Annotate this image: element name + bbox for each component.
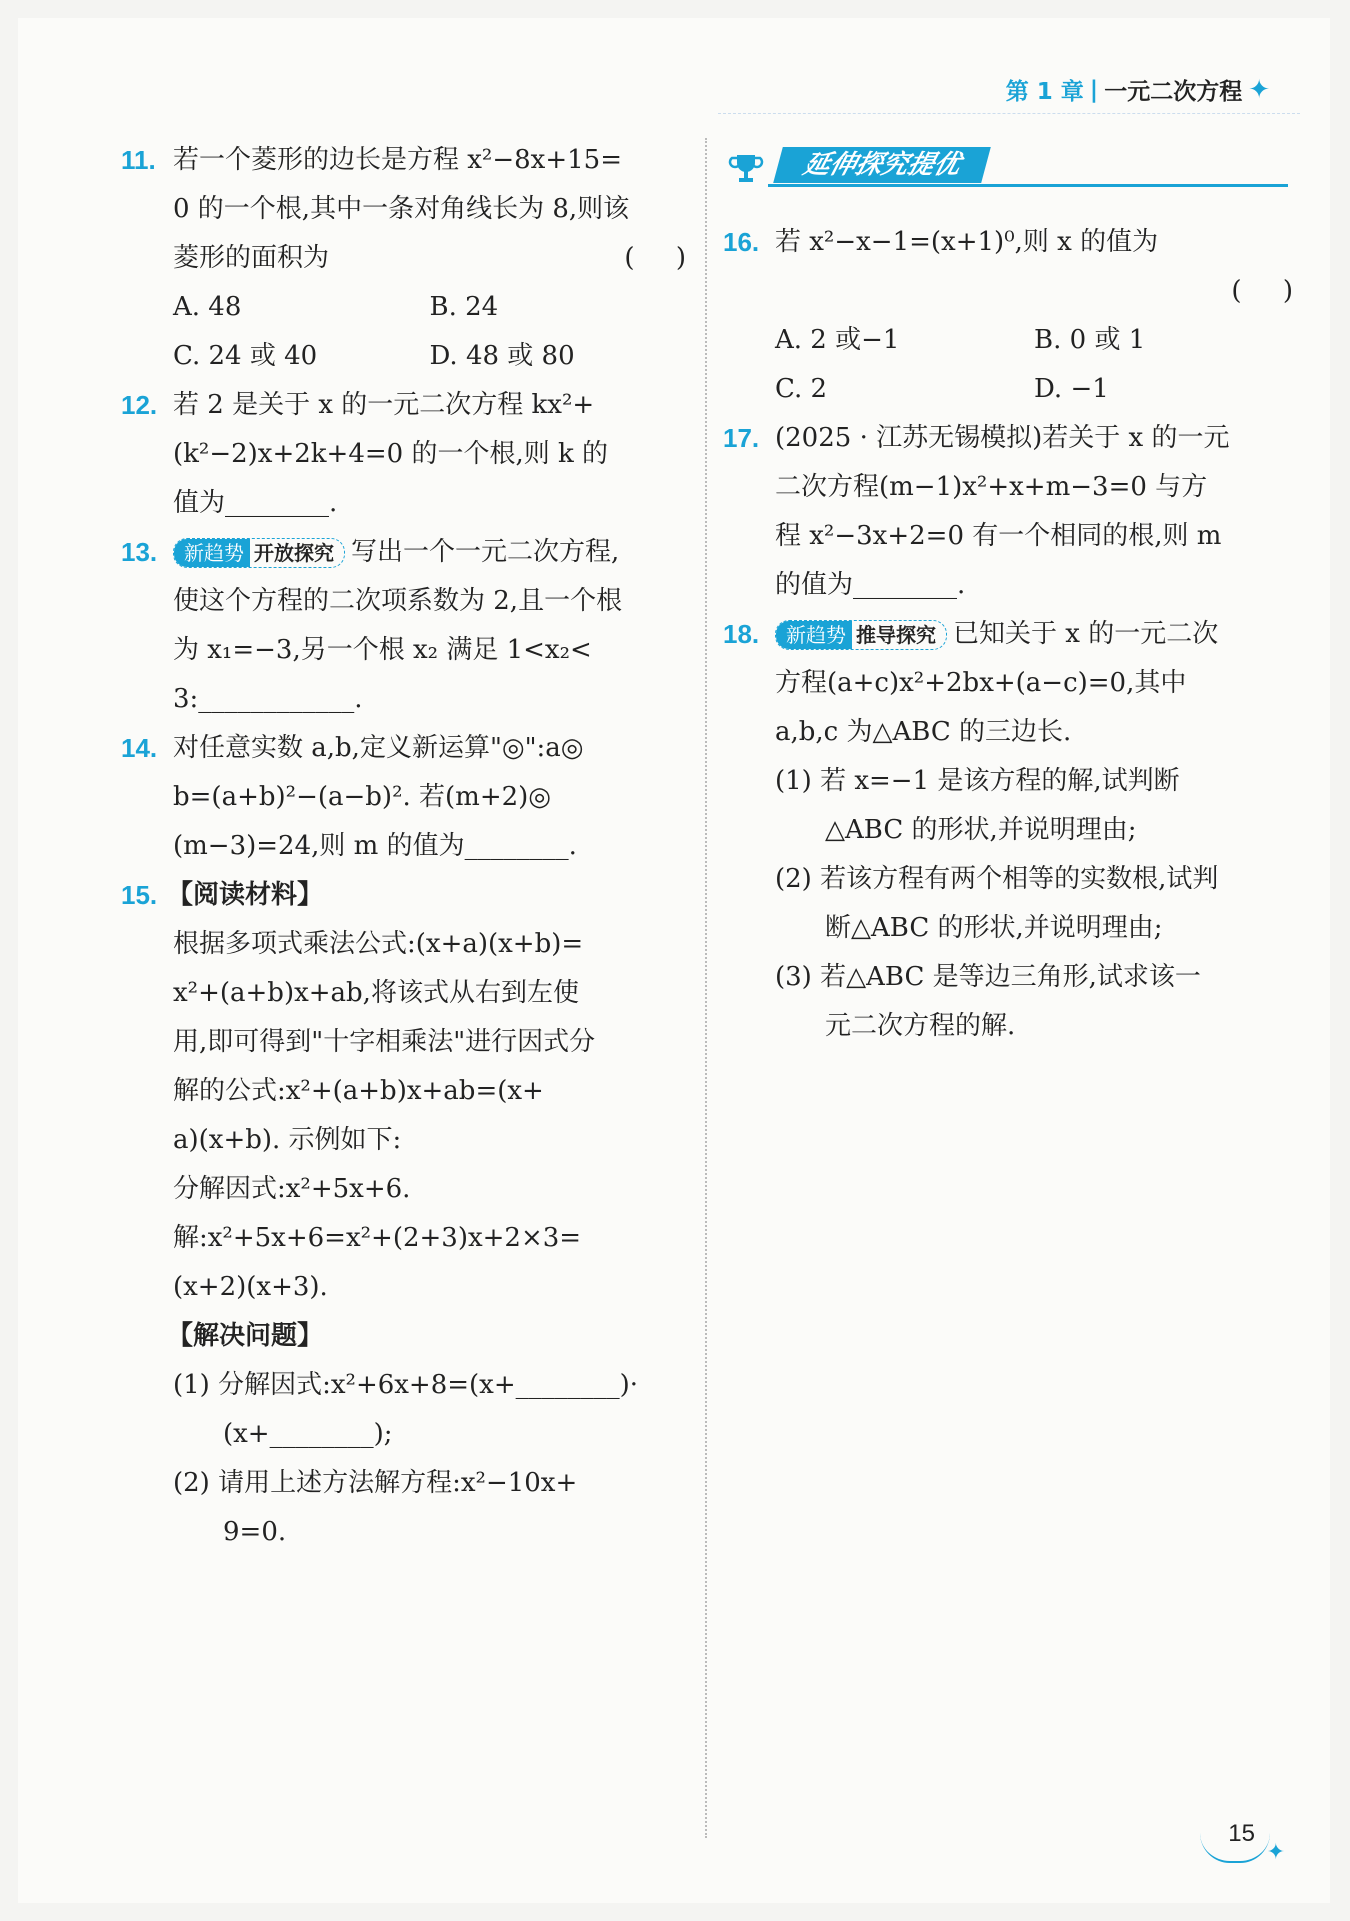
question-14 xyxy=(121,724,686,871)
question-text: 为 x₁=−3,另一个根 x₂ 满足 1<x₂< xyxy=(173,635,592,665)
question-number: 18. xyxy=(723,619,760,649)
option-b: B. 24 xyxy=(429,292,499,322)
question-number: 16. xyxy=(723,227,760,257)
question-12 xyxy=(121,381,686,528)
question-number: 14. xyxy=(121,733,158,763)
part-line: (1) 若 x=−1 是该方程的解,试判断 xyxy=(775,766,1180,796)
option-b: B. 0 或 1 xyxy=(1034,325,1146,355)
question-text: 二次方程(m−1)x²+x+m−3=0 与方 xyxy=(775,472,1208,502)
part-3 xyxy=(775,953,1293,1051)
question-number: 12. xyxy=(121,390,158,420)
section-rule xyxy=(768,184,1288,187)
badge-type: 推导探究 xyxy=(856,623,936,647)
question-number: 17. xyxy=(723,423,760,453)
option-d: D. 48 或 80 xyxy=(429,341,575,371)
question-number: 15. xyxy=(121,880,158,910)
part-line: 断△ABC 的形状,并说明理由; xyxy=(825,913,1163,943)
part-line: (1) 分解因式:x²+6x+8=(x+________)· xyxy=(173,1370,639,1400)
section-heading: 【阅读材料】 xyxy=(167,880,324,910)
part-line: (2) 若该方程有两个相等的实数根,试判 xyxy=(775,864,1219,894)
material-line: a)(x+b). 示例如下: xyxy=(173,1125,402,1155)
part-2 xyxy=(173,1459,686,1557)
question-text: 3:____________. xyxy=(173,684,363,714)
part-line: △ABC 的形状,并说明理由; xyxy=(825,815,1137,845)
reading-material xyxy=(121,920,686,1557)
part-line: (x+________); xyxy=(223,1419,393,1449)
material-line: (x+2)(x+3). xyxy=(173,1272,328,1302)
question-text: 0 的一个根,其中一条对角线长为 8,则该 xyxy=(173,194,630,224)
question-text: (m−3)=24,则 m 的值为________. xyxy=(173,831,577,861)
trend-badge xyxy=(173,538,345,568)
badge-type: 开放探究 xyxy=(254,541,334,565)
question-text: 值为________. xyxy=(173,488,338,518)
question-text: 若 2 是关于 x 的一元二次方程 kx²+ xyxy=(173,390,595,420)
options-11 xyxy=(121,283,686,381)
answer-paren: ( ) xyxy=(1231,276,1293,306)
question-18 xyxy=(723,610,1293,757)
question-17 xyxy=(723,414,1293,610)
question-text: (k²−2)x+2k+4=0 的一个根,则 k 的 xyxy=(173,439,609,469)
sparkle-icon: ✦ xyxy=(1266,1840,1285,1865)
option-c: C. 2 xyxy=(775,374,828,404)
question-text: (2025 · 江苏无锡模拟)若关于 x 的一元 xyxy=(775,423,1230,453)
question-11 xyxy=(121,136,686,283)
badge-new-trend: 新趋势 xyxy=(776,621,852,649)
header-separator: | xyxy=(1089,76,1099,103)
option-d: D. −1 xyxy=(1034,374,1109,404)
material-line: 分解因式:x²+5x+6. xyxy=(173,1174,411,1204)
question-text: 写出一个一元二次方程, xyxy=(351,537,620,567)
question-text: 方程(a+c)x²+2bx+(a−c)=0,其中 xyxy=(775,668,1187,698)
section-banner xyxy=(728,143,1288,193)
option-c: C. 24 或 40 xyxy=(173,341,318,371)
material-line: 根据多项式乘法公式:(x+a)(x+b)= xyxy=(173,929,584,959)
material-line: 解:x²+5x+6=x²+(2+3)x+2×3= xyxy=(173,1223,582,1253)
question-text: a,b,c 为△ABC 的三边长. xyxy=(775,717,1072,747)
question-text: b=(a+b)²−(a−b)². 若(m+2)◎ xyxy=(173,782,551,812)
question-text: 若 x²−x−1=(x+1)⁰,则 x 的值为 xyxy=(775,227,1159,257)
right-column xyxy=(723,218,1293,1051)
sparkle-icon: ✦ xyxy=(1248,74,1270,105)
part-1 xyxy=(173,1361,686,1459)
section-heading: 【解决问题】 xyxy=(167,1321,324,1351)
question-number: 11. xyxy=(121,145,156,175)
part-2 xyxy=(775,855,1293,953)
question-text: 的值为________. xyxy=(775,570,966,600)
part-line: (2) 请用上述方法解方程:x²−10x+ xyxy=(173,1468,578,1498)
options-16 xyxy=(723,316,1293,414)
material-line: 用,即可得到"十字相乘法"进行因式分 xyxy=(173,1027,596,1057)
chapter-label: 第 1 章 xyxy=(1005,79,1084,105)
question-text: 对任意实数 a,b,定义新运算"◎":a◎ xyxy=(173,733,584,763)
trophy-icon xyxy=(728,151,764,187)
question-text: 若一个菱形的边长是方程 x²−8x+15= xyxy=(173,145,622,175)
page xyxy=(18,18,1330,1903)
answer-paren: ( ) xyxy=(624,243,686,273)
section-title: 延伸探究提优 xyxy=(773,147,991,183)
option-a: A. 48 xyxy=(173,292,242,322)
page-number: 15 xyxy=(1228,1820,1255,1847)
material-line: x²+(a+b)x+ab,将该式从右到左使 xyxy=(173,978,579,1008)
column-divider xyxy=(705,138,707,1838)
trend-badge xyxy=(775,620,947,650)
part-line: 元二次方程的解. xyxy=(825,1011,1016,1041)
header-rule xyxy=(718,113,1300,114)
part-line: 9=0. xyxy=(223,1517,287,1547)
material-line: 解的公式:x²+(a+b)x+ab=(x+ xyxy=(173,1076,544,1106)
chapter-title: 一元二次方程 xyxy=(1104,79,1243,105)
badge-new-trend: 新趋势 xyxy=(174,539,250,567)
option-a: A. 2 或−1 xyxy=(775,325,900,355)
left-column xyxy=(121,136,686,1557)
question-13 xyxy=(121,528,686,724)
question-text: 使这个方程的二次项系数为 2,且一个根 xyxy=(173,586,623,616)
question-18-parts xyxy=(723,757,1293,1051)
question-text: 程 x²−3x+2=0 有一个相同的根,则 m xyxy=(775,521,1222,551)
part-1 xyxy=(775,757,1293,855)
question-16 xyxy=(723,218,1293,316)
question-number: 13. xyxy=(121,537,158,567)
question-text: 菱形的面积为 xyxy=(173,243,330,273)
question-text: 已知关于 x 的一元二次 xyxy=(953,619,1219,649)
page-header xyxy=(1006,73,1270,106)
part-line: (3) 若△ABC 是等边三角形,试求该一 xyxy=(775,962,1201,992)
question-15 xyxy=(121,871,686,920)
